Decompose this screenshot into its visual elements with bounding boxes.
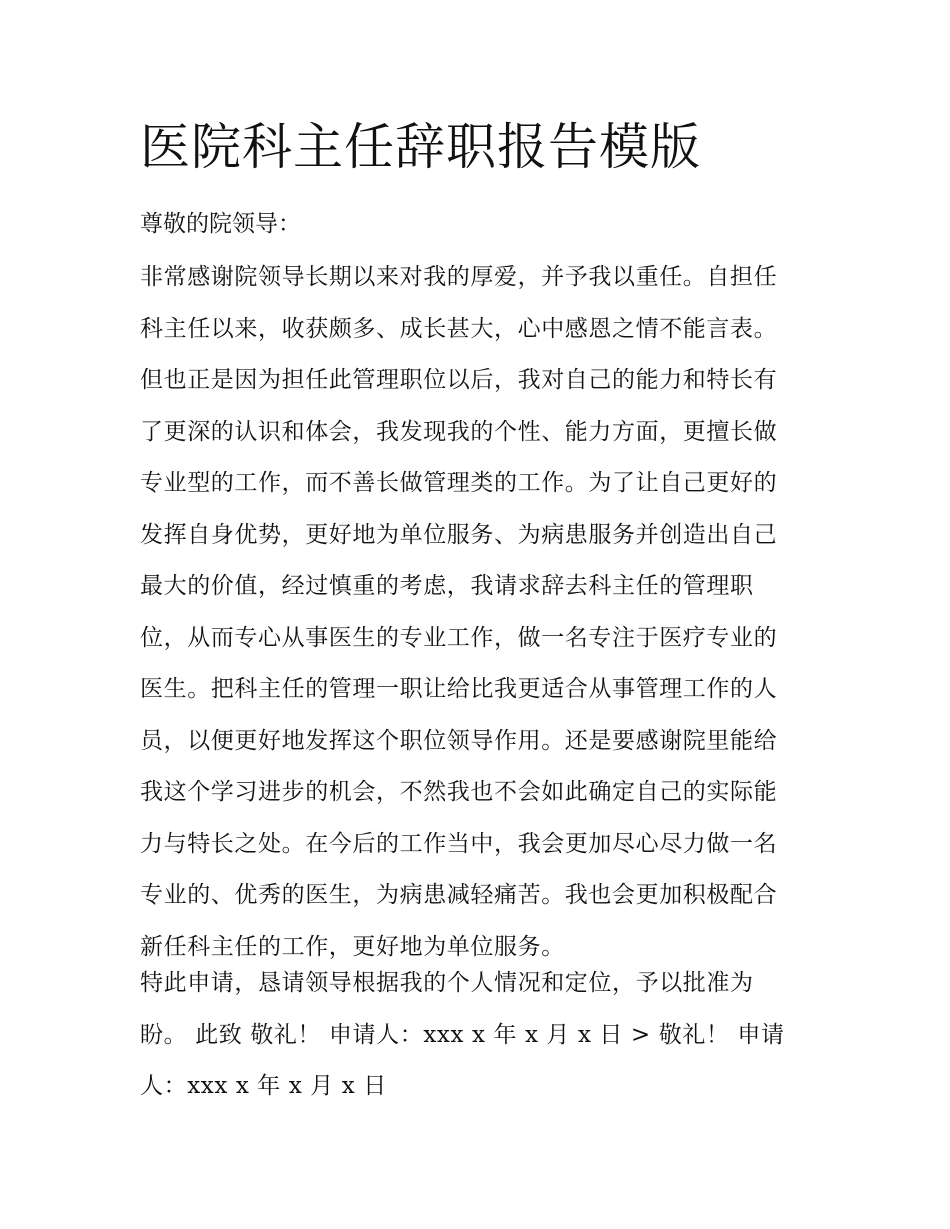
paragraph-line: 新任科主任的工作，更好地为单位服务。 <box>140 933 565 960</box>
paragraph-line: 最大的价值，经过慎重的考虑，我请求辞去科主任的管理职 <box>140 573 754 599</box>
paragraph-line: 非常感谢院领导长期以来对我的厚爱，并予我以重任。自担任 <box>140 264 778 290</box>
paragraph-line: 特此申请，恳请领导根据我的个人情况和定位，予以批准为 <box>140 970 754 996</box>
paragraph-line: 科主任以来，收获颇多、成长甚大，心中感恩之情不能言表。 <box>140 315 778 342</box>
document-title: 医院科主任辞职报告模版 <box>140 118 701 176</box>
paragraph-line: 力与特长之处。在今后的工作当中，我会更加尽心尽力做一名 <box>140 830 778 857</box>
paragraph-line: 发挥自身优势，更好地为单位服务、为病患服务并创造出自己 <box>140 521 778 548</box>
paragraph-line: 专业型的工作，而不善长做管理类的工作。为了让自己更好的 <box>140 470 778 496</box>
paragraph-line: 医生。把科主任的管理一职让给比我更适合从事管理工作的人 <box>140 676 778 702</box>
body-paragraph-2 <box>140 958 815 1113</box>
paragraph-line: 但也正是因为担任此管理职位以后，我对自己的能力和特长有 <box>140 367 778 393</box>
paragraph-line: 位，从而专心从事医生的专业工作，做一名专注于医疗专业的 <box>140 624 778 651</box>
paragraph-line: 员，以便更好地发挥这个职位领导作用。还是要感谢院里能给 <box>140 727 778 754</box>
paragraph-line: 专业的、优秀的医生，为病患减轻痛苦。我也会更加积极配合 <box>140 882 778 908</box>
paragraph-line: 了更深的认识和体会，我发现我的个性、能力方面，更擅长做 <box>140 418 778 445</box>
paragraph-line: 我这个学习进步的机会，不然我也不会如此确定自己的实际能 <box>140 779 778 805</box>
body-paragraph-1 <box>140 252 815 973</box>
salutation: 尊敬的院领导： <box>140 211 301 237</box>
paragraph-line: 人：xxx x 年 x 月 x 日 <box>140 1073 387 1099</box>
paragraph-line: 盼。 此致 敬礼！ 申请人：xxx x 年 x 月 x 日 > 敬礼！ 申请 <box>140 1021 785 1048</box>
